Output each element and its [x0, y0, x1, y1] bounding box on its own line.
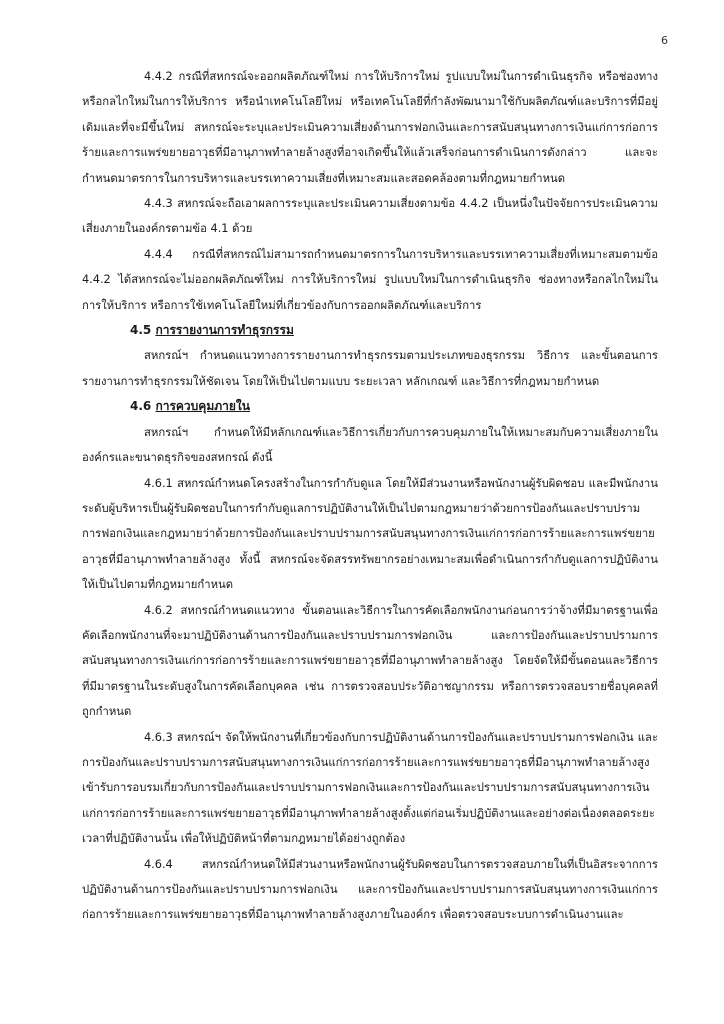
section-title: การควบคุมภายใน	[155, 399, 250, 414]
section-heading-4-5	[82, 318, 658, 343]
section-number: 4.5	[130, 323, 152, 338]
paragraph-4-4-3: 4.4.3 สหกรณ์จะถือเอาผลการระบุและประเมินความเสี่ยงตามข้อ 4.4.2 เป็นหนึ่งในปัจจัยการประเมินความเสี่ยงภายในองค์กรตามข้อ 4.1 ด้วย	[82, 197, 658, 236]
section-number: 4.6	[130, 399, 152, 414]
paragraph-4-4-4: 4.4.4 กรณีที่สหกรณ์ไม่สามารถกำหนดมาตรการในการบริหารและบรรเทาความเสี่ยงที่เหมาะสมตามข้อ 4.4.2 ได้สหกรณ์จะไม่ออกผลิตภัณฑ์ใหม่ การให้บริการใหม่ รูปแบบใหม่ในการดำเนินธุรกิจ ช่องทางหรือกลไกใหม่ในการให้บริการ หรือการใช้เทคโนโลยีใหม่ที่เกี่ยวข้องกับการออกผลิตภัณฑ์และบริการ	[82, 247, 658, 312]
paragraph-4-6-2: 4.6.2 สหกรณ์กำหนดแนวทาง ขั้นตอนและวิธีการในการคัดเลือกพนักงานก่อนการว่าจ้างที่มีมาตรฐานเพื่อคัดเลือกพนักงานที่จะมาปฏิบัติงานด้านการป้องกันและปราบปรามการฟอกเงิน และการป้องกันและปราบปรามการสนับสนุนทางการเงินแก่การก่อการร้ายและการแพร่ขยายอาวุธที่มีอานุภาพทำลายล้างสูง โดยจัดให้มีขั้นตอนและวิธีการที่มีมาตรฐานในระดับสูงในการคัดเลือกบุคคล เช่น การตรวจสอบประวัติอาชญากรรม หรือการตรวจสอบรายชื่อบุคคลที่ถูกกำหนด	[82, 603, 658, 719]
paragraph-4-5-body: สหกรณ์ฯ กำหนดแนวทางการรายงานการทำธุรกรรมตามประเภทของธุรกรรม วิธีการ และขั้นตอนการรายงานการทำธุรกรรมให้ชัดเจน โดยให้เป็นไปตามแบบ ระยะเวลา หลักเกณฑ์ และวิธีการที่กฎหมายกำหนด	[82, 349, 658, 388]
paragraph-4-6-intro: สหกรณ์ฯ กำหนดให้มีหลักเกณฑ์และวิธีการเกี่ยวกับการควบคุมภายในให้เหมาะสมกับความเสี่ยงภายในองค์กรและขนาดธุรกิจของสหกรณ์ ดังนี้	[82, 425, 658, 465]
section-title: การรายงานการทำธุรกรรม	[155, 323, 294, 338]
paragraph-4-6-1: 4.6.1 สหกรณ์กำหนดโครงสร้างในการกำกับดูแล โดยให้มีส่วนงานหรือพนักงานผู้รับผิดชอบ และมีพนักงานระดับผู้บริหารเป็นผู้รับผิดชอบในการกำกับดูแลการปฏิบัติงานให้เป็นไปตามกฎหมายว่าด้วยการป้องกันและปราบปรามการฟอกเงินและกฎหมายว่าด้วยการป้องกันและปราบปรามการสนับสนุนทางการเงินแก่การก่อการร้ายและการแพร่ขยายอาวุธที่มีอานุภาพทำลายล้างสูง ทั้งนี้ สหกรณ์จะจัดสรรทรัพยากรอย่างเหมาะสมเพื่อดำเนินการกำกับดูแลการปฏิบัติงานให้เป็นไปตามที่กฎหมายกำหนด	[82, 476, 658, 592]
paragraph-4-6-3: 4.6.3 สหกรณ์ฯ จัดให้พนักงานที่เกี่ยวข้องกับการปฏิบัติงานด้านการป้องกันและปราบปรามการฟอกเงิน และการป้องกันและปราบปรามการสนับสนุนทางการเงินแก่การก่อการร้ายและการแพร่ขยายอาวุธที่มีอานุภาพทำลายล้างสูง เข้ารับการอบรมเกี่ยวกับการป้องกันและปราบปรามการฟอกเงินและการป้องกันและปราบปรามการสนับสนุนทางการเงินแก่การก่อการร้ายและการแพร่ขยายอาวุธที่มีอานุภาพทำลายล้างสูงตั้งแต่ก่อนเริ่มปฏิบัติงานและอย่างต่อเนื่องตลอดระยะเวลาที่ปฏิบัติงานนั้น เพื่อให้ปฏิบัติหน้าที่ตามกฎหมายได้อย่างถูกต้อง	[82, 730, 658, 846]
section-heading-4-6	[82, 394, 658, 419]
paragraph-4-4-2: 4.4.2 กรณีที่สหกรณ์จะออกผลิตภัณฑ์ใหม่ การให้บริการใหม่ รูปแบบใหม่ในการดำเนินธุรกิจ หรือช่องทางหรือกลไกใหม่ในการให้บริการ หรือนำเทคโนโลยีใหม่ หรือเทคโนโลยีที่กำลังพัฒนามาใช้กับผลิตภัณฑ์และบริการที่มีอยู่เดิมและที่จะมีขึ้นใหม่ สหกรณ์จะระบุและประเมินความเสี่ยงด้านการฟอกเงินและการสนับสนุนทางการเงินแก่การก่อการร้ายและการแพร่ขยายอาวุธที่มีอานุภาพทำลายล้างสูงที่อาจเกิดขึ้นให้แล้วเสร็จก่อนการดำเนินการดังกล่าว และจะกำหนดมาตรการในการบริหารและบรรเทาความเสี่ยงที่เหมาะสมและสอดคล้องตามที่กฎหมายกำหนด	[82, 70, 658, 185]
document-body	[82, 64, 658, 928]
page-number: 6	[661, 34, 668, 47]
paragraph-4-6-4: 4.6.4 สหกรณ์กำหนดให้มีส่วนงานหรือพนักงานผู้รับผิดชอบในการตรวจสอบภายในที่เป็นอิสระจากการปฏิบัติงานด้านการป้องกันและปราบปรามการฟอกเงิน และการป้องกันและปราบปรามการสนับสนุนทางการเงินแก่การก่อการร้ายและการแพร่ขยายอาวุธที่มีอานุภาพทำลายล้างสูงภายในองค์กร เพื่อตรวจสอบระบบการดำเนินงานและ	[82, 857, 658, 922]
